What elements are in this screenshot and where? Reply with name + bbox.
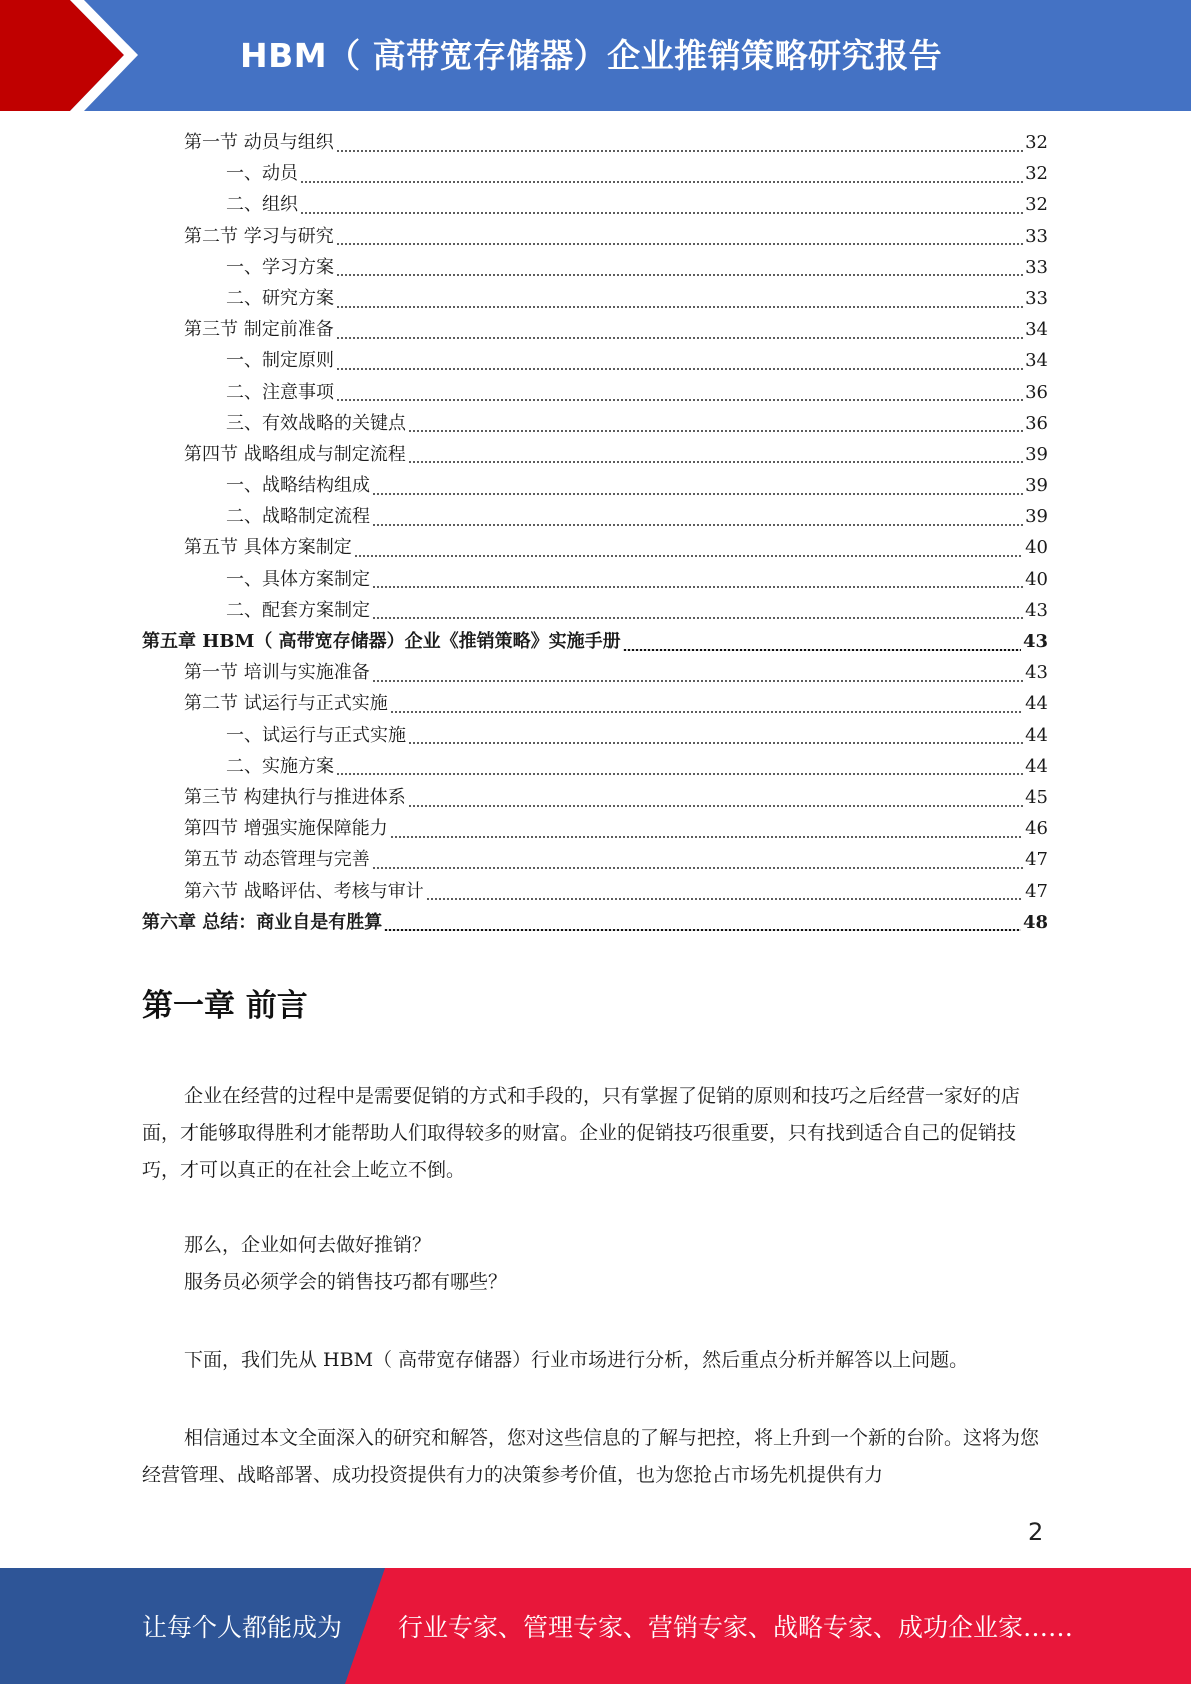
toc-page-number: 34	[1025, 319, 1048, 341]
toc-page-number: 32	[1025, 163, 1048, 185]
toc-section-entry[interactable]	[142, 532, 1048, 563]
toc-dot-leader	[390, 836, 1023, 838]
toc-page-number: 46	[1025, 818, 1048, 840]
toc-subsection-entry[interactable]	[142, 283, 1048, 314]
toc-dot-leader	[336, 243, 1023, 245]
toc-dot-leader	[408, 461, 1023, 463]
toc-entry-title: 第五节 动态管理与完善	[184, 849, 370, 871]
toc-subsection-entry[interactable]	[142, 345, 1048, 376]
page-number: 2	[1028, 1518, 1044, 1546]
toc-entry-title: 一、具体方案制定	[226, 568, 370, 590]
toc-dot-leader	[300, 181, 1023, 183]
toc-entry-title: 二、战略制定流程	[226, 506, 370, 528]
toc-page-number: 36	[1025, 412, 1048, 434]
toc-dot-leader	[336, 274, 1023, 276]
toc-dot-leader	[372, 524, 1023, 526]
toc-entry-title: 二、实施方案	[226, 755, 334, 777]
intro-paragraph: 企业在经营的过程中是需要促销的方式和手段的，只有掌握了促销的原则和技巧之后经营一家好的店面，才能够取得胜利才能帮助人们取得较多的财富。企业的促销技巧很重要，只有找到适合自己的促销技巧，才可以真正的在社会上屹立不倒。	[142, 1085, 1021, 1181]
toc-subsection-entry[interactable]	[142, 158, 1048, 189]
toc-section-entry[interactable]	[142, 782, 1048, 813]
toc-entry-title: 三、有效战略的关键点	[226, 412, 406, 434]
toc-subsection-entry[interactable]	[142, 189, 1048, 220]
footer-slogan-left: 让每个人都能成为	[142, 1613, 343, 1642]
toc-subsection-entry[interactable]	[142, 408, 1048, 439]
toc-section-entry[interactable]	[142, 657, 1048, 688]
toc-page-number: 40	[1025, 537, 1048, 559]
toc-subsection-entry[interactable]	[142, 470, 1048, 501]
report-title: HBM（ 高带宽存储器）企业推销策略研究报告	[240, 36, 943, 75]
toc-entry-title: 第一节 培训与实施准备	[184, 662, 370, 684]
toc-page-number: 48	[1022, 911, 1048, 933]
toc-dot-leader	[336, 399, 1023, 401]
toc-page-number: 44	[1025, 724, 1048, 746]
toc-dot-leader	[336, 306, 1023, 308]
toc-entry-title: 第四节 增强实施保障能力	[184, 818, 388, 840]
toc-entry-title: 第四节 战略组成与制定流程	[184, 443, 406, 465]
toc-page-number: 47	[1025, 849, 1048, 871]
toc-entry-title: 第五节 具体方案制定	[184, 537, 352, 559]
toc-page-number: 44	[1025, 693, 1048, 715]
page-header	[0, 0, 1191, 111]
footer-slogan-right: 行业专家、管理专家、营销专家、战略专家、成功企业家……	[398, 1613, 1074, 1642]
toc-section-entry[interactable]	[142, 439, 1048, 470]
toc-page-number: 47	[1025, 880, 1048, 902]
toc-page-number: 43	[1025, 662, 1048, 684]
toc-entry-title: 第二节 学习与研究	[184, 225, 334, 247]
toc-dot-leader	[372, 680, 1023, 682]
toc-entry-title: 第六节 战略评估、考核与审计	[184, 880, 424, 902]
chapter-heading: 第一章 前言	[142, 988, 308, 1024]
page-footer	[0, 1568, 1191, 1684]
toc-section-entry[interactable]	[142, 314, 1048, 345]
toc-page-number: 36	[1025, 381, 1048, 403]
toc-page-number: 45	[1025, 786, 1048, 808]
toc-entry-title: 第三节 制定前准备	[184, 319, 334, 341]
table-of-contents	[142, 127, 1048, 938]
toc-section-entry[interactable]	[142, 876, 1048, 907]
toc-page-number: 44	[1025, 755, 1048, 777]
toc-page-number: 33	[1025, 256, 1048, 278]
toc-section-entry[interactable]	[142, 688, 1048, 719]
toc-dot-leader	[372, 493, 1023, 495]
toc-page-number: 39	[1025, 475, 1048, 497]
toc-page-number: 32	[1025, 132, 1048, 153]
toc-page-number: 32	[1025, 194, 1048, 216]
toc-entry-title: 一、战略结构组成	[226, 475, 370, 497]
toc-dot-leader	[300, 212, 1023, 214]
toc-subsection-entry[interactable]	[142, 501, 1048, 532]
toc-page-number: 33	[1025, 287, 1048, 309]
toc-entry-title: 第三节 构建执行与推进体系	[184, 786, 406, 808]
toc-dot-leader	[372, 867, 1023, 869]
toc-entry-title: 第五章 HBM（ 高带宽存储器）企业《推销策略》实施手册	[142, 631, 621, 652]
toc-subsection-entry[interactable]	[142, 252, 1048, 283]
toc-dot-leader	[408, 742, 1023, 744]
toc-entry-title: 二、注意事项	[226, 381, 334, 403]
toc-dot-leader	[408, 430, 1023, 432]
toc-dot-leader	[372, 617, 1023, 619]
toc-entry-title: 一、动员	[226, 163, 298, 185]
question-1: 那么，企业如何去做好推销？	[184, 1234, 432, 1256]
toc-subsection-entry[interactable]	[142, 720, 1048, 751]
toc-entry-title: 一、学习方案	[226, 256, 334, 278]
toc-dot-leader	[372, 586, 1023, 588]
toc-dot-leader	[384, 929, 1021, 931]
question-2: 服务员必须学会的销售技巧都有哪些？	[184, 1271, 508, 1293]
analysis-paragraph: 下面，我们先从 HBM（ 高带宽存储器）行业市场进行分析，然后重点分析并解答以上问题。	[184, 1349, 969, 1371]
toc-entry-title: 二、研究方案	[226, 287, 334, 309]
closing-paragraph: 相信通过本文全面深入的研究和解答，您对这些信息的了解与把控，将上升到一个新的台阶。这将为您经营管理、战略部署、成功投资提供有力的决策参考价值，也为您抢占市场先机提供有力	[142, 1427, 1040, 1486]
toc-entry-title: 第六章 总结：商业自是有胜算	[142, 911, 383, 933]
toc-dot-leader	[408, 805, 1023, 807]
toc-entry-title: 第二节 试运行与正式实施	[184, 693, 388, 715]
toc-subsection-entry[interactable]	[142, 751, 1048, 782]
toc-entry-title: 一、制定原则	[226, 350, 334, 372]
toc-page-number: 43	[1025, 599, 1048, 621]
toc-dot-leader	[336, 773, 1023, 775]
toc-page-number: 39	[1025, 506, 1048, 528]
toc-subsection-entry[interactable]	[142, 377, 1048, 408]
toc-section-entry[interactable]	[142, 844, 1048, 875]
toc-chapter-entry[interactable]	[142, 907, 1048, 938]
toc-subsection-entry[interactable]	[142, 564, 1048, 595]
toc-dot-leader	[354, 555, 1023, 557]
toc-page-number: 39	[1025, 443, 1048, 465]
toc-chapter-entry[interactable]	[142, 626, 1048, 657]
toc-dot-leader	[623, 649, 1021, 651]
toc-dot-leader	[336, 368, 1023, 370]
toc-subsection-entry[interactable]	[142, 595, 1048, 626]
toc-entry-title: 第一节 动员与组织	[184, 132, 334, 153]
toc-entry-title: 二、组织	[226, 194, 298, 216]
toc-page-number: 34	[1025, 350, 1048, 372]
toc-section-entry[interactable]	[142, 221, 1048, 252]
toc-page-number: 33	[1025, 225, 1048, 247]
toc-page-number: 43	[1022, 631, 1048, 652]
toc-entry-title: 一、试运行与正式实施	[226, 724, 406, 746]
toc-section-entry[interactable]	[142, 813, 1048, 844]
toc-entry-title: 二、配套方案制定	[226, 599, 370, 621]
toc-dot-leader	[336, 150, 1023, 152]
toc-dot-leader	[426, 898, 1023, 900]
toc-page-number: 40	[1025, 568, 1048, 590]
toc-dot-leader	[390, 711, 1023, 713]
toc-dot-leader	[336, 337, 1023, 339]
toc-section-entry[interactable]	[142, 127, 1048, 158]
